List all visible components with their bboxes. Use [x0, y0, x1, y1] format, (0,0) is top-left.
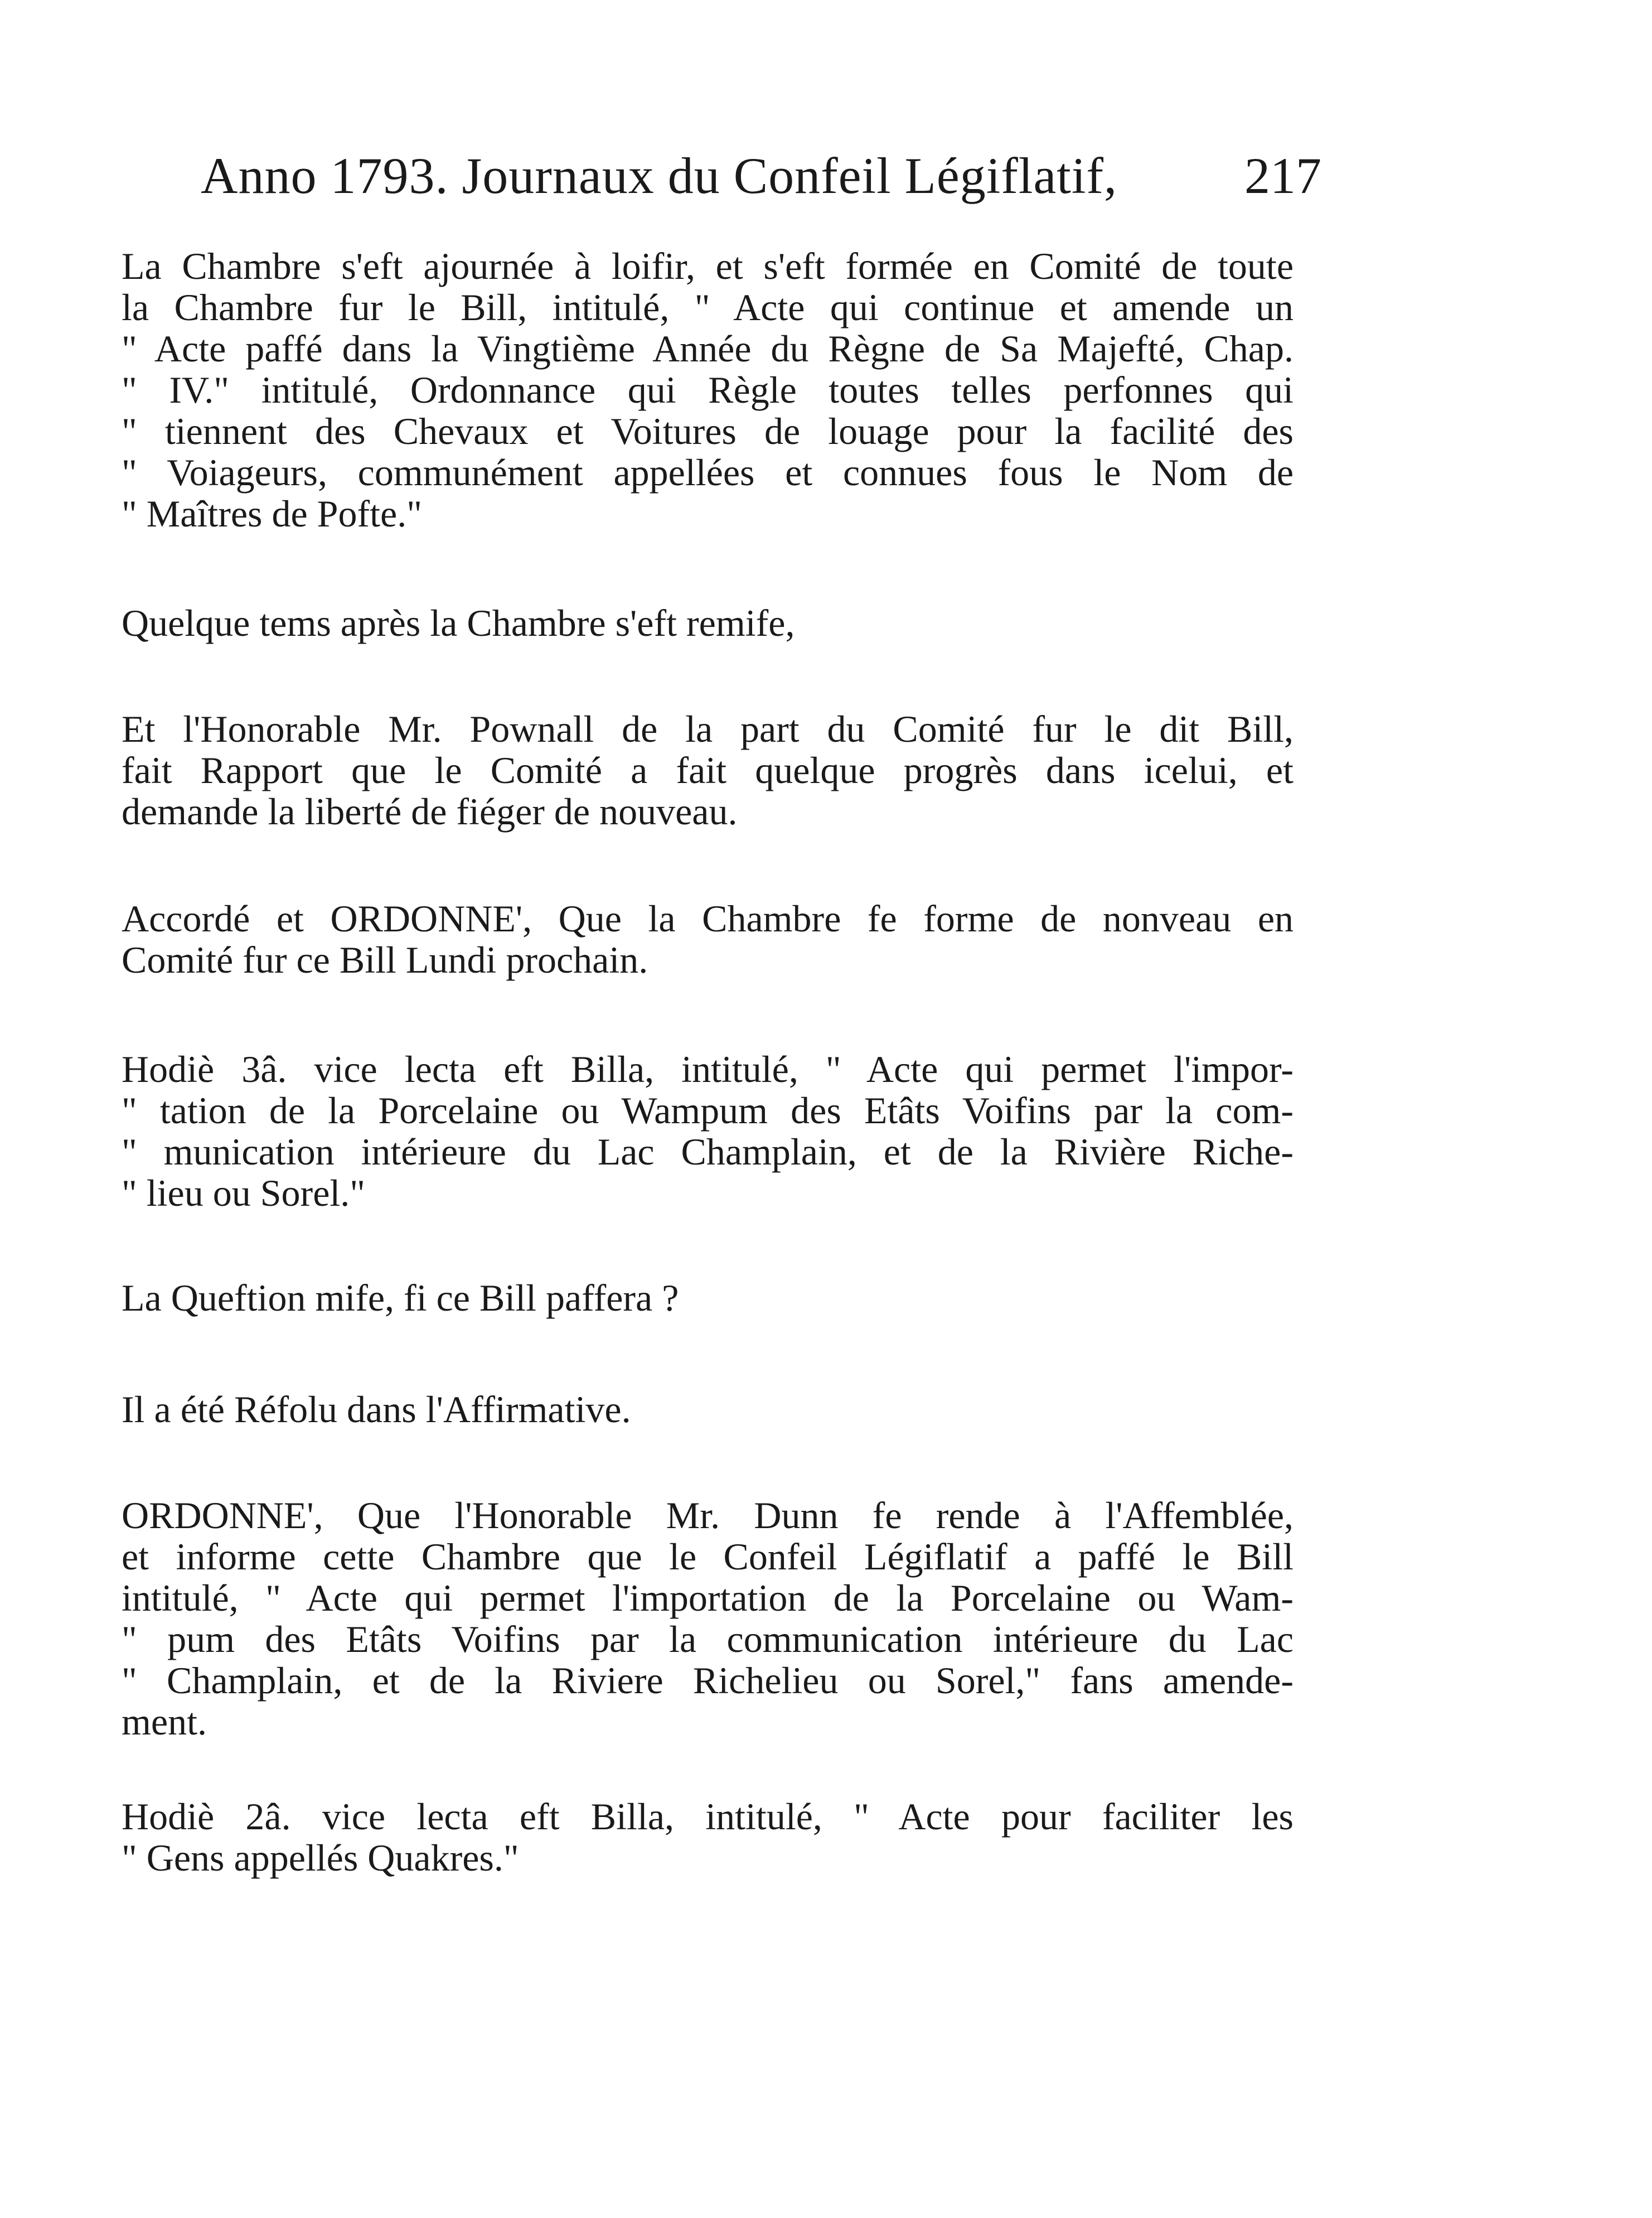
text-line: " munication intérieure du Lac Champlain, et de la Rivière Riche- [122, 1130, 1293, 1173]
text-line: Hodiè 2â. vice lecta eft Billa, intitulé, " Acte pour faciliter les [122, 1795, 1293, 1838]
text-line: Accordé et ORDONNE', Que la Chambre fe forme de nonveau en [122, 897, 1293, 940]
text-line: La Chambre s'eft ajournée à loifir, et s'eft formée en Comité de toute [122, 245, 1293, 287]
text-line: ment. [122, 1700, 207, 1743]
text-line: ORDONNE', Que l'Honorable Mr. Dunn fe rende à l'Affemblée, [122, 1494, 1293, 1536]
text-line: et informe cette Chambre que le Confeil Légiflatif a paffé le Bill [122, 1535, 1293, 1578]
text-line: intitulé, " Acte qui permet l'importation de la Porcelaine ou Wam- [122, 1577, 1293, 1619]
paragraph-report [122, 708, 1293, 832]
text-line: " Maîtres de Pofte." [122, 492, 422, 535]
text-line: Quelque tems après la Chambre s'eft remife, [122, 602, 795, 644]
text-line: " IV." intitulé, Ordonnance qui Règle toutes telles perfonnes qui [122, 369, 1293, 411]
text-line: Hodiè 3â. vice lecta eft Billa, intitulé, " Acte qui permet l'impor- [122, 1048, 1293, 1090]
paragraph-third-reading [122, 1048, 1293, 1214]
paragraph-ordered [122, 898, 1293, 980]
text-line: Et l'Honorable Mr. Pownall de la part du Comité fur le dit Bill, [122, 708, 1293, 750]
text-line: " tiennent des Chevaux et Voitures de louage pour la facilité des [122, 410, 1293, 452]
text-line: " pum des Etâts Voifins par la communication intérieure du Lac [122, 1618, 1293, 1660]
paragraph-second-reading [122, 1796, 1293, 1878]
text-line: " Acte paffé dans la Vingtième Année du Règne de Sa Majefté, Chap. [122, 327, 1293, 370]
text-line: Il a été Réfolu dans l'Affirmative. [122, 1388, 631, 1431]
text-line: " lieu ou Sorel." [122, 1172, 366, 1214]
text-line: " Gens appellés Quakres." [122, 1837, 519, 1879]
text-line: La Queftion mife, fi ce Bill paffera ? [122, 1277, 679, 1319]
page-number: 217 [1244, 147, 1321, 204]
text-line: " tation de la Porcelaine ou Wampum des Etâts Voifins par la com- [122, 1089, 1293, 1132]
text-line: " Champlain, et de la Riviere Richelieu ou Sorel," fans amende- [122, 1659, 1293, 1702]
paragraph-dunn [122, 1495, 1293, 1742]
page-header [195, 137, 1321, 215]
text-line: " Voiageurs, communément appellées et connues fous le Nom de [122, 451, 1293, 494]
text-line: demande la liberté de fiéger de nouveau. [122, 790, 738, 833]
paragraph-resolved [122, 1389, 1293, 1430]
text-line: Comité fur ce Bill Lundi prochain. [122, 939, 648, 981]
paragraph-resumed [122, 602, 1293, 644]
text-line: la Chambre fur le Bill, intitulé, " Acte qui continue et amende un [122, 286, 1293, 328]
paragraph-question [122, 1277, 1293, 1318]
running-title: Anno 1793. Journaux du Confeil Légiflatif, [201, 147, 1118, 204]
text-line: fait Rapport que le Comité a fait quelque progrès dans icelui, et [122, 749, 1293, 791]
paragraph-committee [122, 245, 1293, 534]
